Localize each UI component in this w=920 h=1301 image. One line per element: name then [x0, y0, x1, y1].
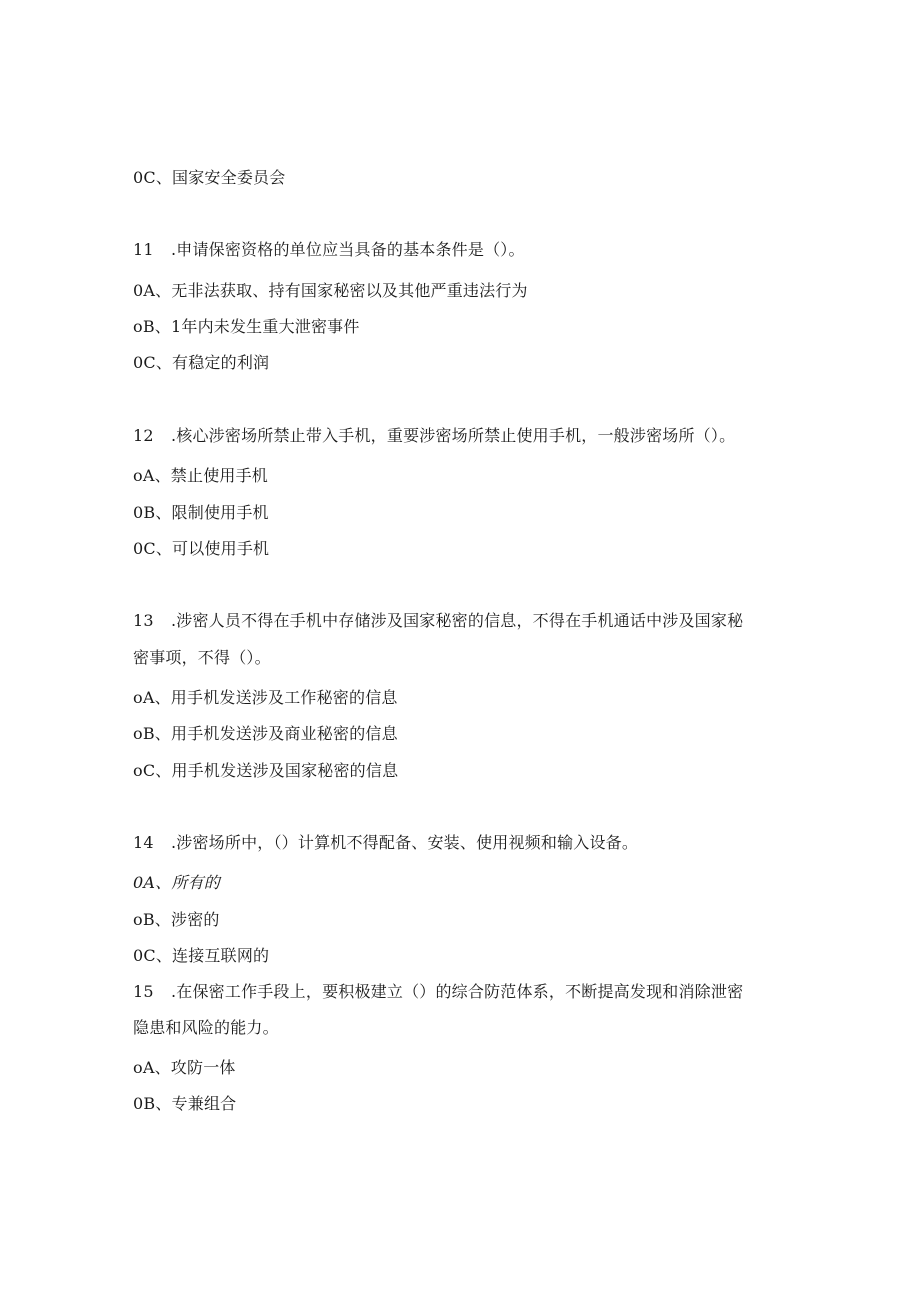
option-text: oA、禁止使用手机	[133, 466, 268, 485]
option-text: 0A、所有的	[133, 873, 220, 892]
question-14	[133, 833, 638, 853]
option-text: 0C、可以使用手机	[133, 539, 270, 558]
option-b-q11	[133, 317, 360, 337]
question-13-continued	[133, 648, 271, 668]
question-number: 13	[133, 611, 154, 630]
option-a-q11	[133, 281, 528, 301]
question-text: .涉密场所中，（）计算机不得配备、安装、使用视频和输入设备。	[171, 833, 639, 852]
option-text: oB、1年内未发生重大泄密事件	[133, 317, 360, 336]
option-b-q15	[133, 1094, 236, 1114]
option-text: 0C、有稳定的利润	[133, 353, 270, 372]
option-text: oB、用手机发送涉及商业秘密的信息	[133, 724, 398, 743]
option-text: 0B、限制使用手机	[133, 503, 269, 522]
option-c-q10	[133, 168, 285, 188]
question-13	[133, 611, 743, 631]
option-text: oB、涉密的	[133, 910, 220, 929]
option-text: 0B、专兼组合	[133, 1094, 237, 1113]
option-text: 0C、国家安全委员会	[133, 168, 286, 187]
question-text: .涉密人员不得在手机中存储涉及国家秘密的信息，不得在手机通话中涉及国家秘	[171, 611, 744, 630]
question-11	[133, 240, 525, 260]
question-number: 12	[133, 426, 154, 445]
option-a-q14	[133, 873, 220, 893]
option-text: 0A、无非法获取、持有国家秘密以及其他严重违法行为	[133, 281, 528, 300]
question-15-continued	[133, 1018, 279, 1038]
option-text: oA、攻防一体	[133, 1058, 236, 1077]
option-b-q14	[133, 910, 220, 930]
option-b-q13	[133, 724, 398, 744]
question-15	[133, 982, 743, 1002]
option-a-q15	[133, 1058, 236, 1078]
option-a-q13	[133, 688, 398, 708]
question-text: 密事项，不得（）。	[133, 648, 271, 667]
question-number: 15	[133, 982, 154, 1001]
option-text: oC、用手机发送涉及国家秘密的信息	[133, 761, 399, 780]
option-text: oA、用手机发送涉及工作秘密的信息	[133, 688, 398, 707]
option-c-q13	[133, 761, 398, 781]
question-number: 11	[133, 240, 154, 259]
option-a-q12	[133, 466, 268, 486]
option-text: 0C、连接互联网的	[133, 946, 270, 965]
option-c-q14	[133, 946, 269, 966]
option-b-q12	[133, 503, 269, 523]
question-text: 隐患和风险的能力。	[133, 1018, 279, 1037]
question-text: .申请保密资格的单位应当具备的基本条件是（）。	[171, 240, 525, 259]
question-12	[133, 426, 735, 446]
question-number: 14	[133, 833, 154, 852]
question-text: .在保密工作手段上，要积极建立（）的综合防范体系，不断提高发现和消除泄密	[171, 982, 744, 1001]
option-c-q11	[133, 353, 269, 373]
option-c-q12	[133, 539, 269, 559]
question-text: .核心涉密场所禁止带入手机，重要涉密场所禁止使用手机，一般涉密场所（）。	[171, 426, 736, 445]
